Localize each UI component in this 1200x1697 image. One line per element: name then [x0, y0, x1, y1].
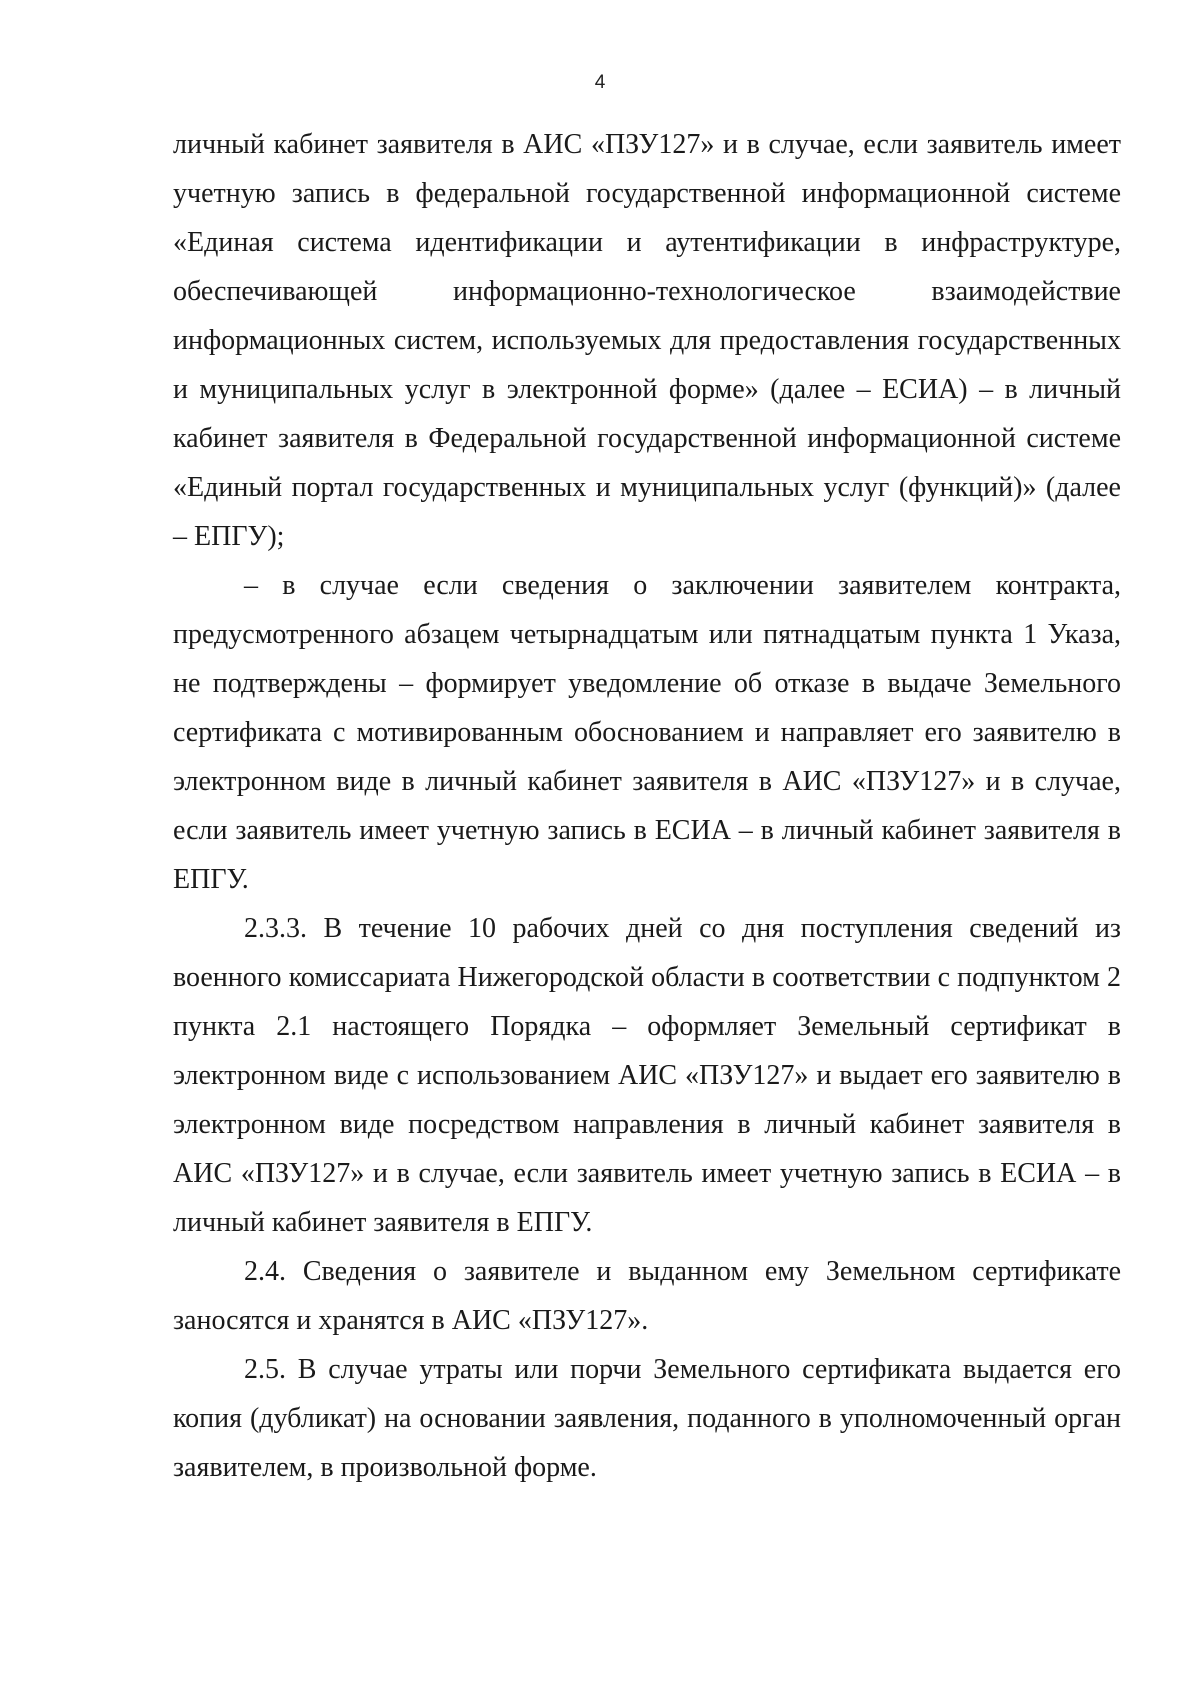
paragraph-2-4: 2.4. Сведения о заявителе и выданном ему Земельном сертификате заносятся и хранятся в АИС «ПЗУ127».	[173, 1255, 1121, 1336]
page-number: 4	[594, 72, 606, 93]
paragraph-refusal-notice: – в случае если сведения о заключении заявителем контракта, предусмотренного абзацем четырнадцатым или пятнадцатым пункта 1 Указа, не подтверждены – формирует уведомление об отказе в выдаче Земельного сертификата с мотивированным обоснованием и направляет его заявителю в электронном виде в личный кабинет заявителя в АИС «ПЗУ127» и в случае, если заявитель имеет учетную запись в ЕСИА – в личный кабинет заявителя в ЕПГУ.	[173, 569, 1121, 895]
paragraph-continuation: личный кабинет заявителя в АИС «ПЗУ127» и в случае, если заявитель имеет учетную запись в федеральной государственной информационной системе «Единая система идентификации и аутентификации в инфраструктуре, обеспечивающей информационно-технологическое взаимодействие информационных систем, используемых для предоставления государственных и муниципальных услуг в электронной форме» (далее – ЕСИА) – в личный кабинет заявителя в Федеральной государственной информационной системе «Единый портал государственных и муниципальных услуг (функций)» (далее – ЕПГУ);	[173, 128, 1121, 552]
paragraph-2-5: 2.5. В случае утраты или порчи Земельного сертификата выдается его копия (дубликат) на основании заявления, поданного в уполномоченный орган заявителем, в произвольной форме.	[173, 1353, 1121, 1483]
paragraph-2-3-3: 2.3.3. В течение 10 рабочих дней со дня поступления сведений из военного комиссариата Нижегородской области в соответствии с подпунктом 2 пункта 2.1 настоящего Порядка – оформляет Земельный сертификат в электронном виде с использованием АИС «ПЗУ127» и выдает его заявителю в электронном виде посредством направления в личный кабинет заявителя в АИС «ПЗУ127» и в случае, если заявитель имеет учетную запись в ЕСИА – в личный кабинет заявителя в ЕПГУ.	[173, 912, 1121, 1238]
document-body	[173, 120, 1121, 1492]
